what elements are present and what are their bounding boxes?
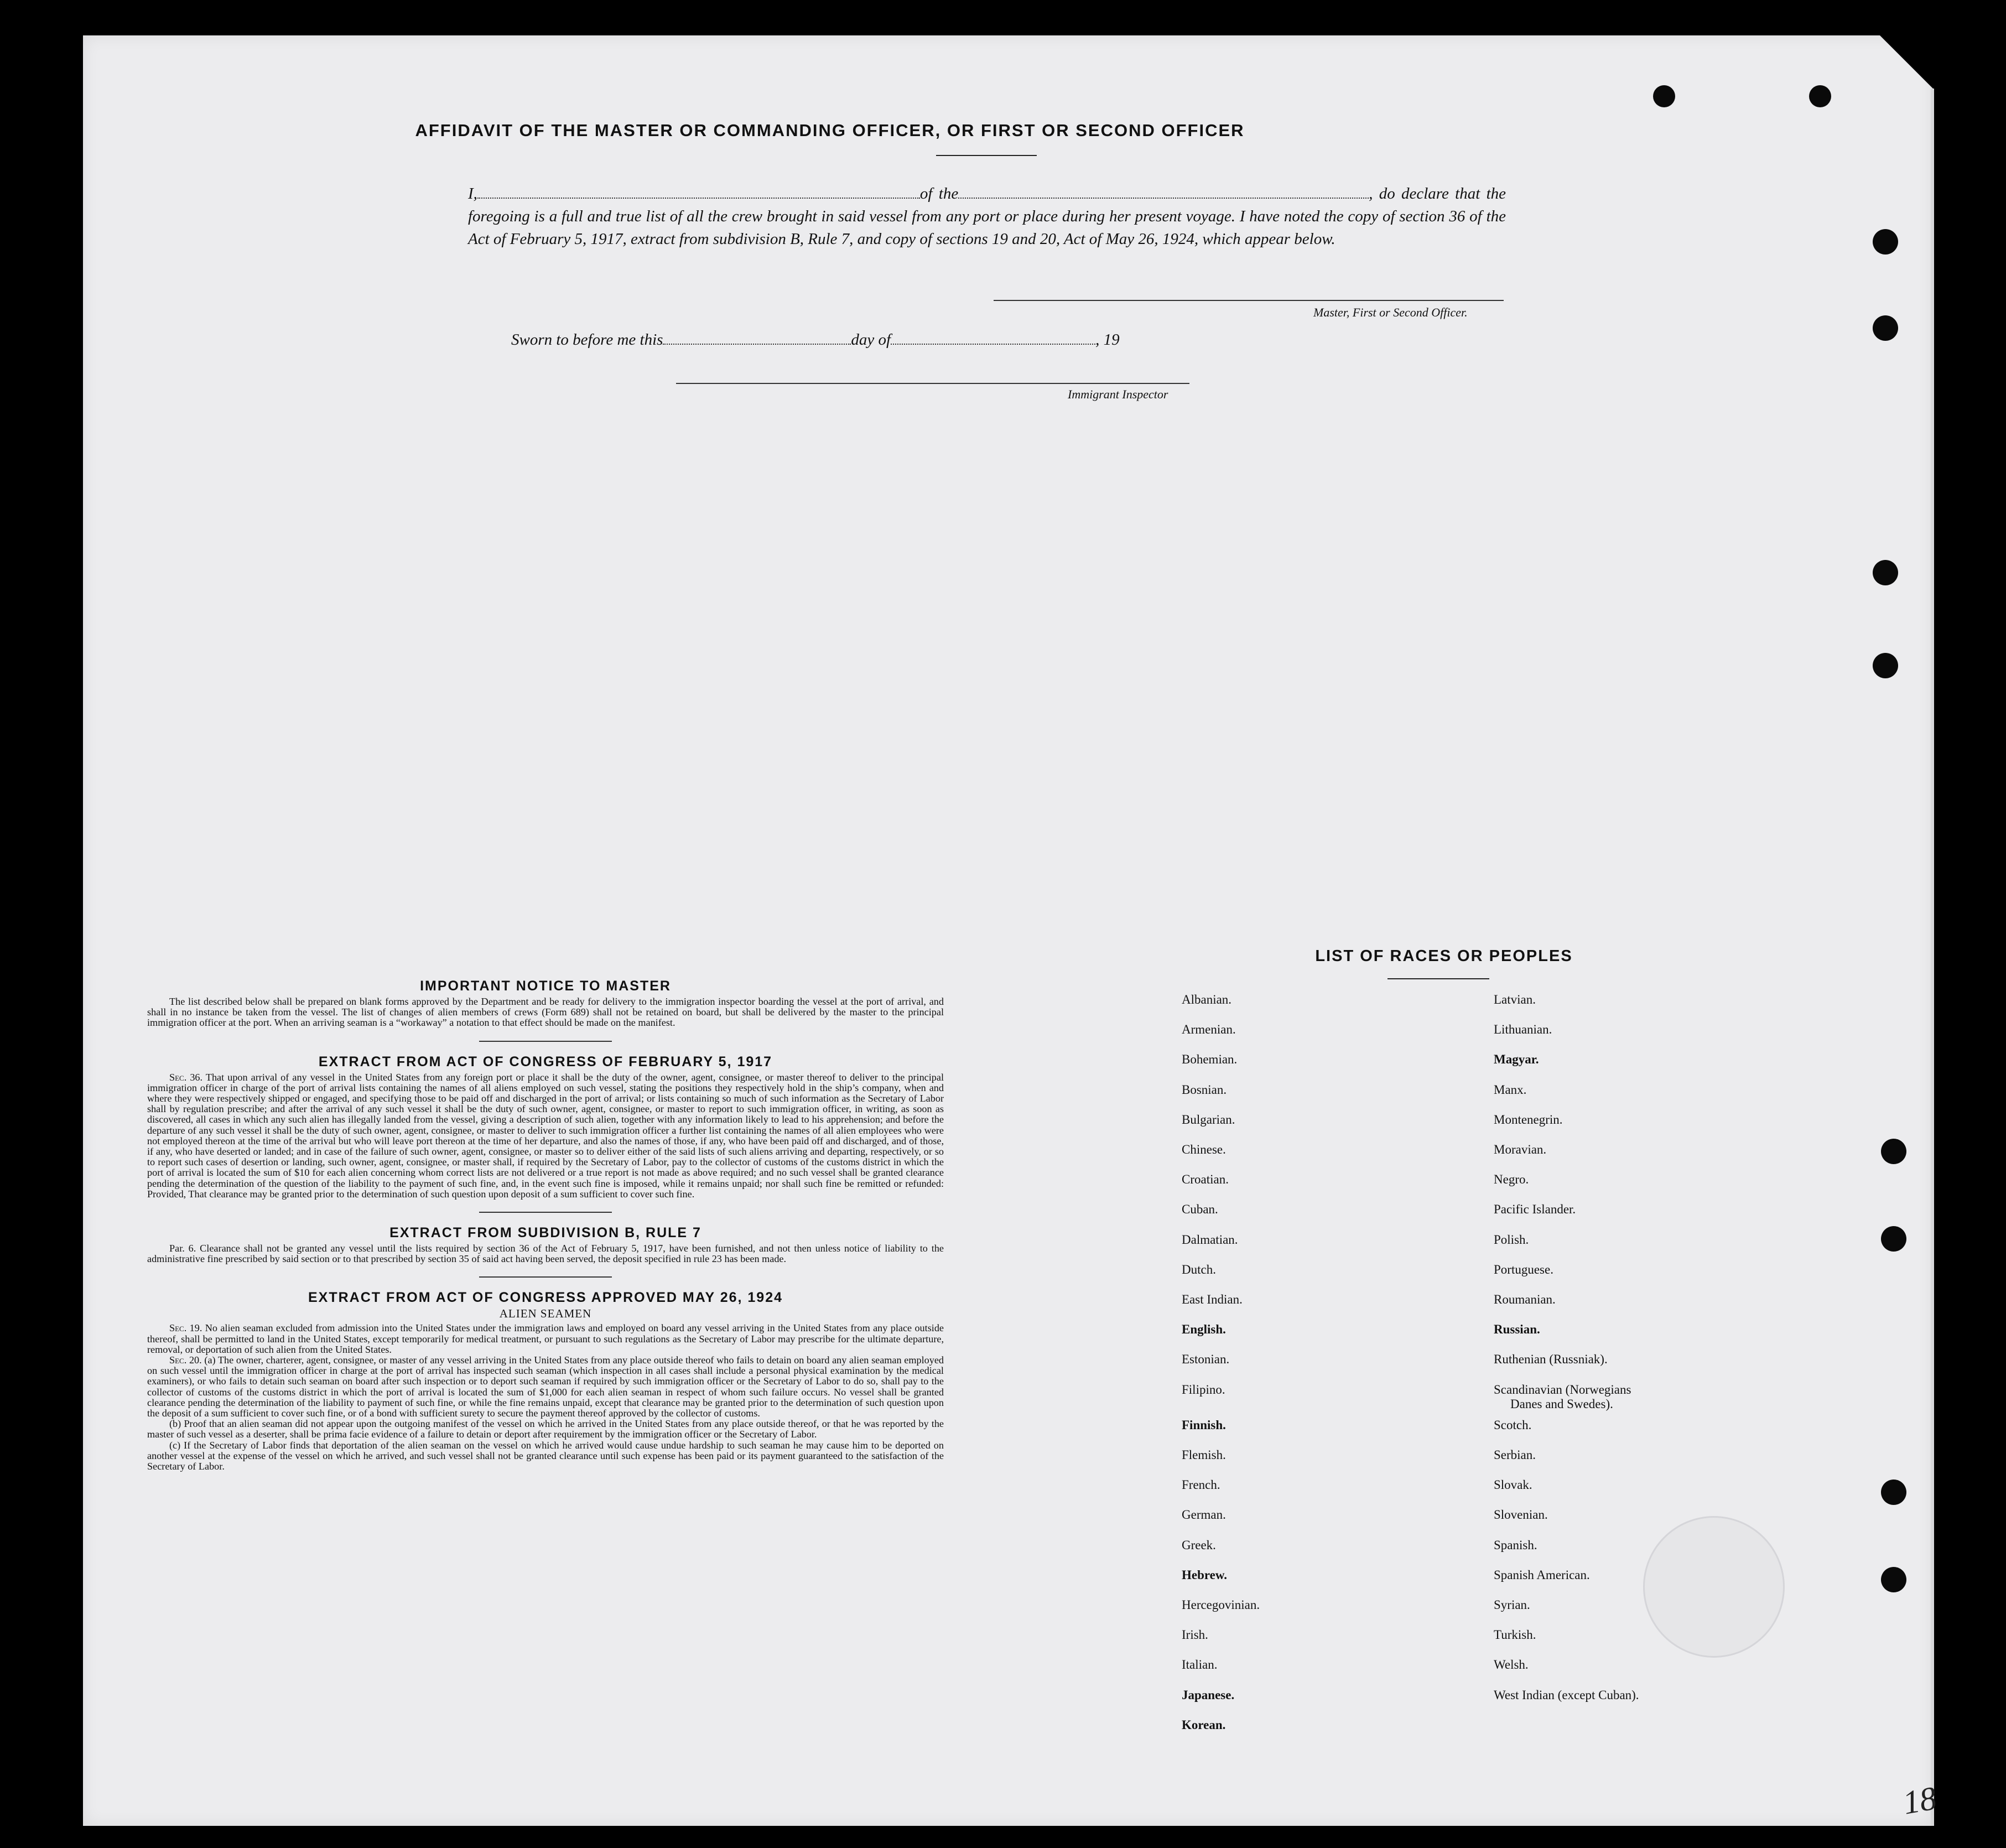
officer-signature-caption: Master, First or Second Officer. [1313, 305, 1468, 319]
race-item-left: Bohemian. [1182, 1052, 1238, 1067]
punch-hole [1653, 85, 1675, 107]
race-item-left: Hebrew. [1182, 1567, 1227, 1582]
sworn-day-blank[interactable] [663, 333, 851, 345]
affidavit-line1-end: , do declare [1369, 185, 1449, 203]
race-item-right: Scandinavian (Norwegians [1494, 1382, 1631, 1397]
sec20-label: Sec. 20. [169, 1354, 202, 1366]
race-item-left: Greek. [1182, 1538, 1216, 1552]
section-divider [479, 1212, 612, 1213]
notice-text: The list described below shall be prepared on blank forms approved by the Department and be ready for delivery to the immigration inspector boarding the vessel at the port of arrival, and shall in no instance be taken from the vessel. The list of changes of alien members of crews (Form 689) shall not be retained on board, but shall be delivered by the master to the principal immigration officer at the port. When an arriving seaman is a “workaway” a notation to that effect should be made on the manifest. [147, 996, 944, 1029]
sworn-month-blank[interactable] [891, 333, 1095, 345]
race-item-left: Filipino. [1182, 1382, 1225, 1397]
race-item-left: Albanian. [1182, 993, 1232, 1006]
race-item-right: Syrian. [1494, 1598, 1530, 1612]
race-item-right: Latvian. [1494, 993, 1536, 1006]
handwritten-page-number: 18 [1900, 1779, 1940, 1821]
punch-hole [1873, 229, 1898, 255]
section-divider [479, 1041, 612, 1042]
race-item-right: Negro. [1494, 1172, 1529, 1187]
race-item-left: Italian. [1182, 1658, 1218, 1672]
race-item-left: Croatian. [1182, 1172, 1229, 1187]
sec19-label: Sec. 19. [169, 1322, 202, 1334]
sec19-body: No alien seaman excluded from admission into the United States under the immigration laws and employed on board any vessel arriving in the United States from any place outside thereof, shall be permitted to land in the United States, except temporarily for medical treatment, or pursuant to such regulations as the Secretary of Labor may prescribe for the ultimate departure, removal, or deportation of such alien from the United States. [147, 1322, 944, 1355]
race-item-right: Russian. [1494, 1322, 1540, 1337]
race-item-right: Portuguese. [1494, 1262, 1553, 1276]
race-item-right: West Indian (except Cuban). [1494, 1688, 1639, 1702]
sworn-start: Sworn to before me this [511, 331, 663, 349]
affidavit-title: AFFIDAVIT OF THE MASTER OR COMMANDING OFFICER, OR FIRST OR SECOND OFFICER [415, 121, 1245, 140]
race-item-left: Irish. [1182, 1628, 1208, 1642]
race-item-right: Welsh. [1494, 1658, 1529, 1672]
punch-hole [1881, 1139, 1906, 1164]
race-item-right: Moravian. [1494, 1143, 1547, 1156]
extract-1924-subtitle: ALIEN SEAMEN [499, 1307, 592, 1321]
race-item-left: Flemish. [1182, 1448, 1226, 1462]
affidavit-declaration-text: that the foregoing is a full and true list of all the crew brought in said vessel from any port or place during her present voyage. I have noted the copy of section 36 of the Act of February 5, 1917, extract from subdivision B, Rule 7, and copy of sections 19 and 20, Act of May 26, 1924, which appear below. [468, 185, 1506, 248]
race-item-left: Armenian. [1182, 1022, 1236, 1037]
race-item-right: Serbian. [1494, 1448, 1536, 1462]
race-item-left: Hercegovinian. [1182, 1598, 1260, 1612]
inspector-signature-caption: Immigrant Inspector [1068, 387, 1168, 401]
title-divider [936, 155, 1037, 156]
sec20c-text: (c) If the Secretary of Labor finds that deportation of the alien seaman on the vessel on which he arrived would cause undue hardship to such seaman he may cause him to be deported on another vessel at the expense of the vessel on which he arrived, and such vessel shall not be granted clearance until such expense has been paid or its payment guaranteed to the satisfaction of the Secretary of Labor. [147, 1439, 944, 1472]
race-item-left: German. [1182, 1508, 1226, 1522]
sec19-text [147, 1323, 944, 1355]
declarant-name-blank[interactable] [477, 185, 920, 199]
affidavit-line1-mid: of the [919, 185, 959, 203]
affidavit-line1-start: I, [468, 185, 477, 203]
race-item-left: Dutch. [1182, 1262, 1216, 1276]
race-item-right: Roumanian. [1494, 1292, 1556, 1306]
folded-corner [1880, 35, 1933, 89]
races-title: LIST OF RACES OR PEOPLES [1315, 947, 1573, 965]
race-item-left: Estonian. [1182, 1352, 1230, 1367]
race-item-left: Dalmatian. [1182, 1232, 1238, 1247]
punch-hole [1809, 85, 1831, 107]
extract-rule7-text: Par. 6. Clearance shall not be granted any vessel until the lists required by section 36 of the Act of February 5, 1917, have been furnished, and not then unless notice of liability to the administrative fine prescribed by said section or to that prescribed by section 35 of said act having been served, the deposit specified in rule 23 has been made. [147, 1243, 944, 1265]
race-item-right: Lithuanian. [1494, 1022, 1552, 1037]
inspector-signature-line[interactable] [676, 383, 1189, 384]
race-item-right: Montenegrin. [1494, 1112, 1563, 1127]
race-item-right: Pacific Islander. [1494, 1202, 1576, 1217]
punch-hole [1873, 653, 1898, 678]
race-item-left: Chinese. [1182, 1143, 1226, 1156]
sworn-line [511, 331, 1120, 349]
race-item-left: French. [1182, 1478, 1220, 1492]
race-item-left: English. [1182, 1322, 1226, 1337]
race-item-left: Bulgarian. [1182, 1112, 1235, 1127]
extract-1917-text [147, 1072, 944, 1200]
race-item-left: Cuban. [1182, 1202, 1218, 1217]
race-item-right: Slovak. [1494, 1478, 1532, 1492]
sec36-label: Sec. 36. [169, 1071, 203, 1083]
race-item-right: Turkish. [1494, 1628, 1536, 1642]
race-item-left: Finnish. [1182, 1418, 1226, 1432]
notices-column [147, 978, 944, 1472]
sec20b-text: (b) Proof that an alien seaman did not appear upon the outgoing manifest of the vessel on which he arrived in the United States from any place outside thereof, or that he was reported by the master of such vessel as a deserter, shall be prima facie evidence of a failure to detain or deport after requirement by the immigration officer or the Secretary of Labor. [147, 1418, 944, 1440]
embossed-seal [1643, 1516, 1785, 1658]
race-item-right: Polish. [1494, 1232, 1529, 1247]
punch-hole [1881, 1567, 1906, 1592]
race-item-left: East Indian. [1182, 1292, 1243, 1306]
vessel-name-blank[interactable] [958, 185, 1369, 199]
race-item-right: Spanish. [1494, 1538, 1537, 1552]
sworn-mid: day of [851, 331, 891, 349]
sworn-end: , 19 [1095, 331, 1120, 349]
notice-title: IMPORTANT NOTICE TO MASTER [420, 978, 671, 994]
section-divider [479, 1276, 612, 1278]
race-item-right: Spanish American. [1494, 1567, 1590, 1582]
punch-hole [1881, 1480, 1906, 1505]
sec20a-text [147, 1355, 944, 1419]
extract-1917-title: EXTRACT FROM ACT OF CONGRESS OF FEBRUARY 5, 1917 [318, 1053, 773, 1070]
punch-hole [1873, 560, 1898, 585]
race-item-right: Ruthenian (Russniak). [1494, 1352, 1608, 1367]
punch-hole [1873, 315, 1898, 341]
race-item-left: Japanese. [1182, 1688, 1235, 1702]
sec20a-body: (a) The owner, charterer, agent, consignee, or master of any vessel arriving in the United States from any place outside thereof who fails to detain on board any alien seaman employed on such vessel until the immigration officer in charge at the port of arrival has inspected such seaman (which inspection in all cases shall include a personal physical examination by the medical examiners), or who fails to detain such seaman on board after such inspection or to deport such seaman if required by such immigration officer or the Secretary of Labor to do so, shall pay to the collector of customs of the customs district in which the port of arrival is located the sum of $1,000 for each alien seaman in respect of whom such failure occurs. No vessel shall be granted clearance pending the determination of the liability to payment of such fine, or while the fine remains unpaid, except that clearance may be granted prior to the determination of such question upon the deposit of a sum sufficient to cover such fine, or of a bond with sufficient surety to secure the payment thereof approved by the collector of customs. [147, 1354, 944, 1419]
extract-rule7-title: EXTRACT FROM SUBDIVISION B, RULE 7 [389, 1225, 701, 1241]
race-item-left: Bosnian. [1182, 1082, 1227, 1097]
race-item-right: Magyar. [1494, 1052, 1539, 1067]
race-item-right: Manx. [1494, 1082, 1527, 1097]
race-item-right: Danes and Swedes). [1510, 1397, 1613, 1411]
race-item-right: Slovenian. [1494, 1508, 1548, 1522]
affidavit-body [468, 183, 1506, 251]
races-title-divider [1387, 978, 1489, 979]
sec36-text: That upon arrival of any vessel in the United States from any foreign port or place it shall be the duty of the owner, agent, consignee, or master thereof to deliver to the principal immigration officer in charge of the port of arrival lists containing the names of all aliens employed on such vessel, stating the positions they respectively hold in the ship’s company, when and where they were respectively shipped or engaged, and specifying those to be paid off and discharged in the port of arrival; or lists containing so much of such information as the Secretary of Labor shall by regulation prescribe; and after the arrival of any such vessel it shall be the duty of such owner, agent, consignee, or master to report to such immigration officer, in writing, as soon as discovered, all cases in which any such alien has illegally landed from the vessel, giving a description of such alien, together with any information likely to lead to his apprehension; and before the departure of any such vessel it shall be the duty of such owner, agent, consignee, or master to deliver to such immigration officer a further list containing the names of all alien employees who were not employed thereon at the time of the arrival but who will leave port thereon at the time of her departure, and also the names of those, if any, who have been paid off and discharged, and of those, if any, who have deserted or landed; and in case of the failure of such owner, agent, consignee, or master so to deliver either of the said lists of such aliens arriving and departing, respectively, or so to report such cases of desertion or landing, such owner, agent, consignee, or master shall, if required by the Secretary of Labor, pay to the collector of customs of the customs district in which the port of arrival is located the sum of $10 for each alien concerning whom correct lists are not delivered or a true report is not made as above required; and no such vessel shall be granted clearance pending the determination of the question of the liability to the payment of such fine, and, in the event such fine is imposed, while it remains unpaid; nor shall such fine be remitted or refunded: Provided, That clearance may be granted prior to the determination of such question upon deposit of a sum sufficient to cover such fine. [147, 1071, 944, 1200]
race-item-right: Scotch. [1494, 1418, 1532, 1432]
race-item-left: Korean. [1182, 1717, 1226, 1732]
officer-signature-line[interactable] [994, 300, 1504, 301]
sheet-right-edge [1931, 89, 1934, 1826]
punch-hole [1881, 1226, 1906, 1252]
extract-1924-title: EXTRACT FROM ACT OF CONGRESS APPROVED MAY 26, 1924 [308, 1290, 783, 1306]
